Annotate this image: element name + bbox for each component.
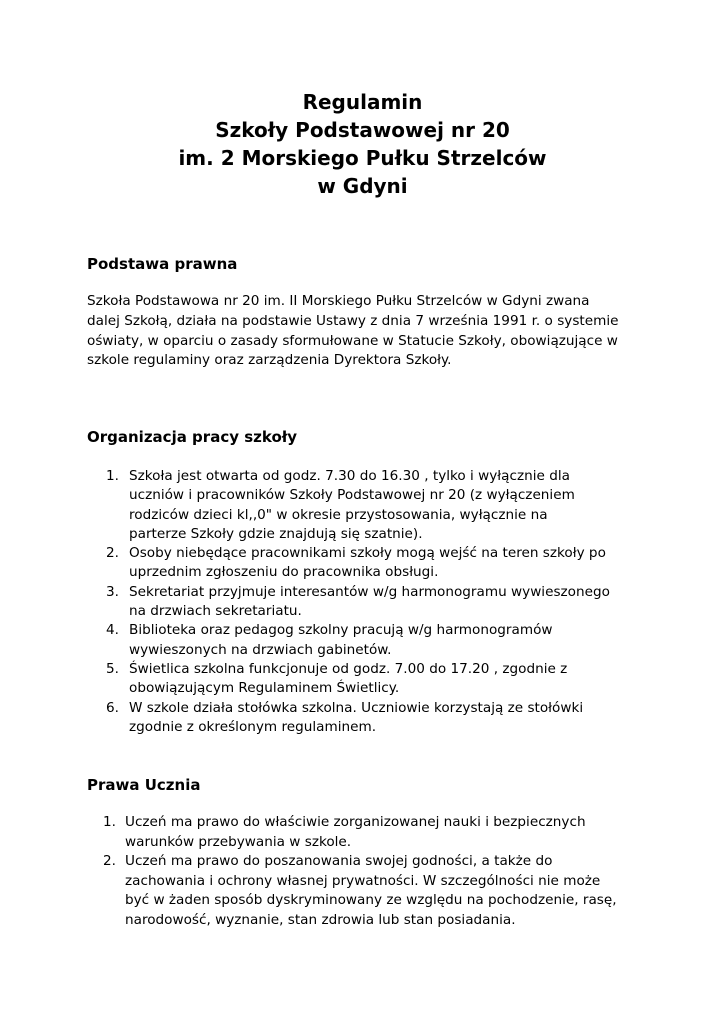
- list-item-line: Osoby niebędące pracownikami szkoły mogą wejść na teren szkoły po: [129, 545, 606, 562]
- list-item-line: Szkoła jest otwarta od godz. 7.30 do 16.30 , tylko i wyłącznie dla: [129, 468, 570, 484]
- title-line: Szkoły Podstawowej nr 20: [215, 118, 510, 142]
- list-item-line: uprzednim zgłoszeniu do pracownika obsługi.: [129, 564, 439, 581]
- list-item-line: Biblioteka oraz pedagog szkolny pracują w/g harmonogramów: [129, 622, 553, 639]
- list-item-number: 1.: [103, 814, 116, 830]
- list-item-line: być w żaden sposób dyskryminowany ze względu na pochodzenie, rasę,: [125, 892, 617, 909]
- list-item-line: obowiązującym Regulaminem Świetlicy.: [129, 680, 400, 697]
- list-item-line: zachowania i ochrony własnej prywatności. W szczególności nie może: [125, 872, 601, 889]
- list-item-line: Uczeń ma prawo do poszanowania swojej godności, a także do: [125, 853, 553, 870]
- section-heading-organization: Organizacja pracy szkoły: [87, 428, 298, 446]
- list-item-number: 6.: [106, 699, 119, 716]
- list-item-line: warunków przebywania w szkole.: [125, 833, 352, 850]
- list-item-line: parterze Szkoły gdzie znajdują się szatnie).: [129, 525, 423, 542]
- list-item: [0, 621, 610, 660]
- paragraph-line: szkole regulaminy oraz zarządzenia Dyrektora Szkoły.: [87, 352, 452, 369]
- list-item-number: 2.: [106, 545, 119, 562]
- rights-list: [0, 813, 617, 931]
- list-item-line: W szkole działa stołówka szkolna. Uczniowie korzystają ze stołówki: [129, 699, 584, 716]
- list-item: [0, 544, 610, 583]
- paragraph-line: dalej Szkołą, działa na podstawie Ustawy z dnia 7 września 1991 r. o systemie: [87, 312, 619, 329]
- title-line: im. 2 Morskiego Pułku Strzelców: [178, 146, 547, 170]
- list-item-number: 2.: [103, 853, 116, 870]
- list-item-number: 3.: [106, 583, 119, 600]
- section-heading-basis: Podstawa prawna: [87, 255, 238, 273]
- list-item-line: Świetlica szkolna funkcjonuje od godz. 7.00 do 17.20 , zgodnie z: [129, 660, 568, 677]
- paragraph-line: oświaty, w oparciu o zasady sformułowane w Statucie Szkoły, obowiązujące w: [87, 332, 618, 349]
- list-item: [0, 813, 617, 852]
- list-item: [0, 583, 610, 622]
- list-item: [0, 467, 610, 544]
- organization-list: [0, 467, 610, 737]
- list-item-number: 5.: [106, 660, 119, 677]
- list-item-line: zgodnie z określonym regulaminem.: [129, 718, 377, 735]
- document-title: [0, 88, 725, 200]
- title-line: Regulamin: [302, 90, 423, 114]
- list-item-number: 1.: [106, 468, 119, 484]
- list-item-line: na drzwiach sekretariatu.: [129, 603, 302, 620]
- section-heading-rights: Prawa Ucznia: [87, 776, 201, 794]
- title-line: w Gdyni: [317, 174, 408, 198]
- list-item-line: Sekretariat przyjmuje interesantów w/g harmonogramu wywieszonego: [129, 583, 610, 600]
- list-item-line: Uczeń ma prawo do właściwie zorganizowanej nauki i bezpiecznych: [125, 814, 586, 830]
- list-item: [0, 852, 617, 930]
- list-item-line: rodziców dzieci kl,,0" w okresie przystosowania, wyłącznie na: [129, 506, 548, 523]
- list-item-line: uczniów i pracowników Szkoły Podstawowej nr 20 (z wyłączeniem: [129, 487, 575, 504]
- list-item: [0, 699, 610, 738]
- list-item: [0, 660, 610, 699]
- list-item-number: 4.: [106, 622, 119, 639]
- paragraph-line: Szkoła Podstawowa nr 20 im. II Morskiego Pułku Strzelców w Gdyni zwana: [87, 293, 590, 309]
- basis-paragraph: [87, 292, 642, 371]
- list-item-line: narodowość, wyznanie, stan zdrowia lub stan posiadania.: [125, 911, 516, 928]
- list-item-line: wywieszonych na drzwiach gabinetów.: [129, 641, 392, 658]
